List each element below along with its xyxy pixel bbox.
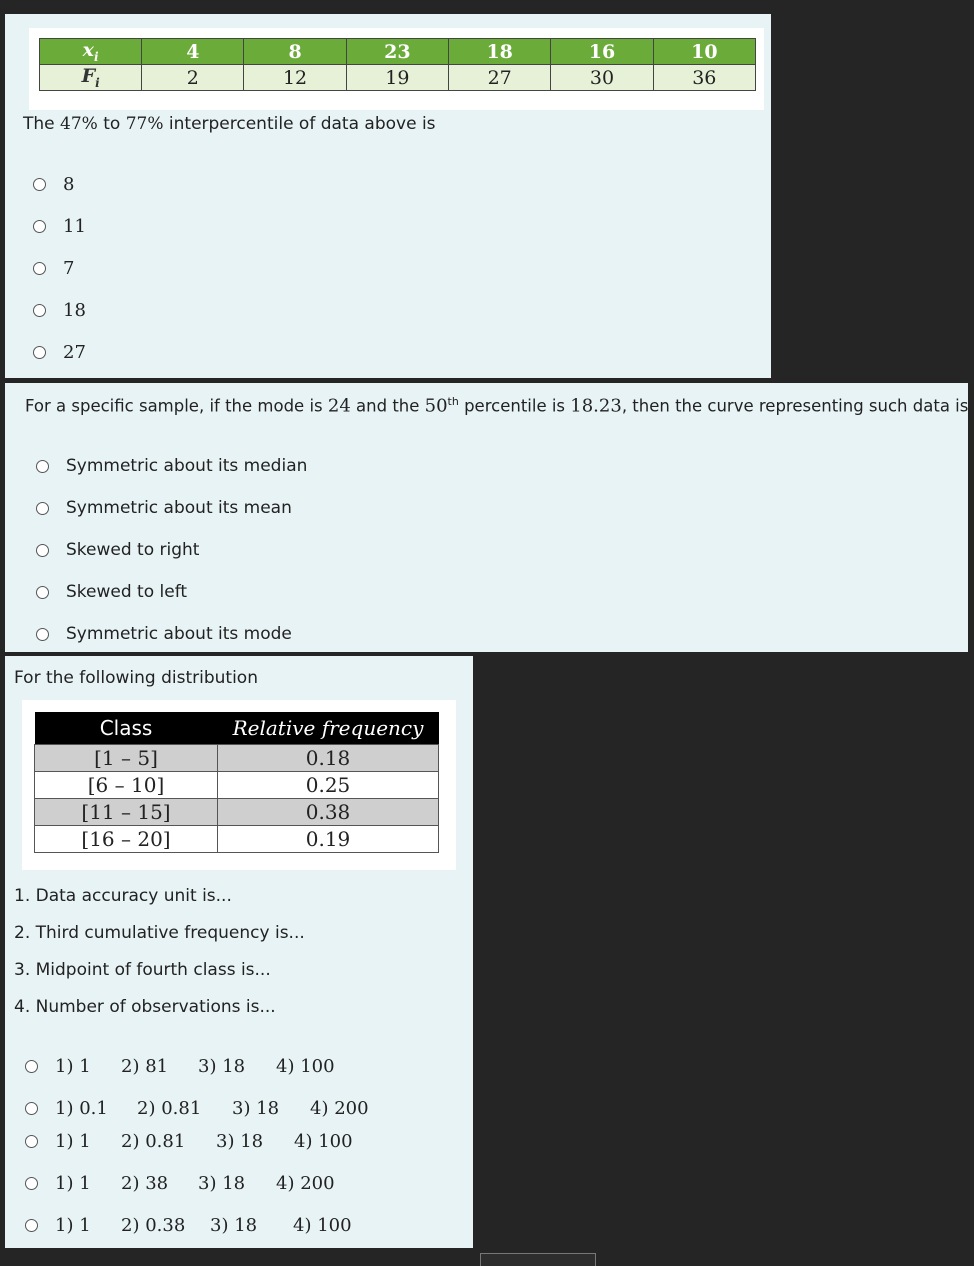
f-label: $F_i$ [40, 65, 142, 91]
class-cell: [6 – 10] [35, 772, 218, 799]
q1-option[interactable]: 11 [33, 216, 86, 237]
radio-button[interactable] [36, 628, 49, 641]
x-values-row [40, 39, 756, 65]
subquestion: 4. Number of observations is... [14, 997, 276, 1017]
frequency-table-container [29, 28, 764, 110]
q3-option[interactable]: 1) 1 2) 81 3) 18 4) 100 [25, 1056, 335, 1077]
q2-option[interactable]: Skewed to left [36, 582, 187, 602]
radio-button[interactable] [25, 1135, 38, 1148]
radio-button[interactable] [36, 460, 49, 473]
radio-button[interactable] [33, 220, 46, 233]
f-value: 30 [551, 65, 653, 91]
class-cell: [11 – 15] [35, 799, 218, 826]
f-value: 36 [653, 65, 755, 91]
f-value: 2 [142, 65, 244, 91]
class-header: Class [35, 712, 218, 745]
q1-option[interactable]: 8 [33, 174, 74, 195]
frequency-cell: 0.25 [218, 772, 439, 799]
radio-button[interactable] [25, 1060, 38, 1073]
f-value: 12 [244, 65, 346, 91]
f-value: 19 [346, 65, 448, 91]
x-label: $x_i$ [40, 39, 142, 65]
class-cell: [1 – 5] [35, 745, 218, 772]
x-value: 8 [244, 39, 346, 65]
frequency-table [39, 38, 756, 91]
question-1-panel [5, 14, 771, 378]
radio-button[interactable] [36, 544, 49, 557]
radio-button[interactable] [33, 262, 46, 275]
q3-option[interactable]: 1) 0.1 2) 0.81 3) 18 4) 200 [25, 1098, 369, 1119]
q2-option[interactable]: Symmetric about its mean [36, 498, 292, 518]
x-value: 23 [346, 39, 448, 65]
class-cell: [16 – 20] [35, 826, 218, 853]
bottom-tab[interactable] [480, 1253, 596, 1266]
x-value: 10 [653, 39, 755, 65]
q1-option[interactable]: 18 [33, 300, 86, 321]
table-row [35, 745, 439, 772]
q1-option[interactable]: 7 [33, 258, 74, 279]
frequency-cell: 0.19 [218, 826, 439, 853]
question-1-text: The 47% to 77% interpercentile of data above is [23, 114, 436, 134]
f-values-row [40, 65, 756, 91]
q3-option[interactable]: 1) 1 2) 0.38 3) 18 4) 100 [25, 1215, 352, 1236]
table-row [35, 826, 439, 853]
question-2-text: For a specific sample, if the mode is 24 and the 50th percentile is 18.23, then the curve representing such data is [25, 395, 969, 417]
q3-option[interactable]: 1) 1 2) 0.81 3) 18 4) 100 [25, 1131, 353, 1152]
frequency-cell: 0.18 [218, 745, 439, 772]
relative-frequency-table-container [22, 700, 456, 870]
x-value: 18 [449, 39, 551, 65]
relative-frequency-table [34, 712, 439, 853]
radio-button[interactable] [25, 1177, 38, 1190]
question-2-panel [5, 383, 968, 652]
question-3-intro: For the following distribution [14, 668, 258, 688]
f-value: 27 [449, 65, 551, 91]
radio-button[interactable] [25, 1102, 38, 1115]
relative-frequency-header: Relative frequency [218, 712, 439, 745]
subquestion: 3. Midpoint of fourth class is... [14, 960, 271, 980]
x-value: 16 [551, 39, 653, 65]
q1-option[interactable]: 27 [33, 342, 86, 363]
frequency-cell: 0.38 [218, 799, 439, 826]
q2-option[interactable]: Symmetric about its mode [36, 624, 292, 644]
table-header-row [35, 712, 439, 745]
radio-button[interactable] [33, 178, 46, 191]
radio-button[interactable] [25, 1219, 38, 1232]
q2-option[interactable]: Skewed to right [36, 540, 199, 560]
subquestion: 1. Data accuracy unit is... [14, 886, 232, 906]
question-3-panel [5, 656, 473, 1248]
q2-option[interactable]: Symmetric about its median [36, 456, 307, 476]
radio-button[interactable] [36, 586, 49, 599]
subquestion: 2. Third cumulative frequency is... [14, 923, 305, 943]
x-value: 4 [142, 39, 244, 65]
radio-button[interactable] [33, 304, 46, 317]
q3-option[interactable]: 1) 1 2) 38 3) 18 4) 200 [25, 1173, 335, 1194]
radio-button[interactable] [33, 346, 46, 359]
table-row [35, 772, 439, 799]
radio-button[interactable] [36, 502, 49, 515]
table-row [35, 799, 439, 826]
